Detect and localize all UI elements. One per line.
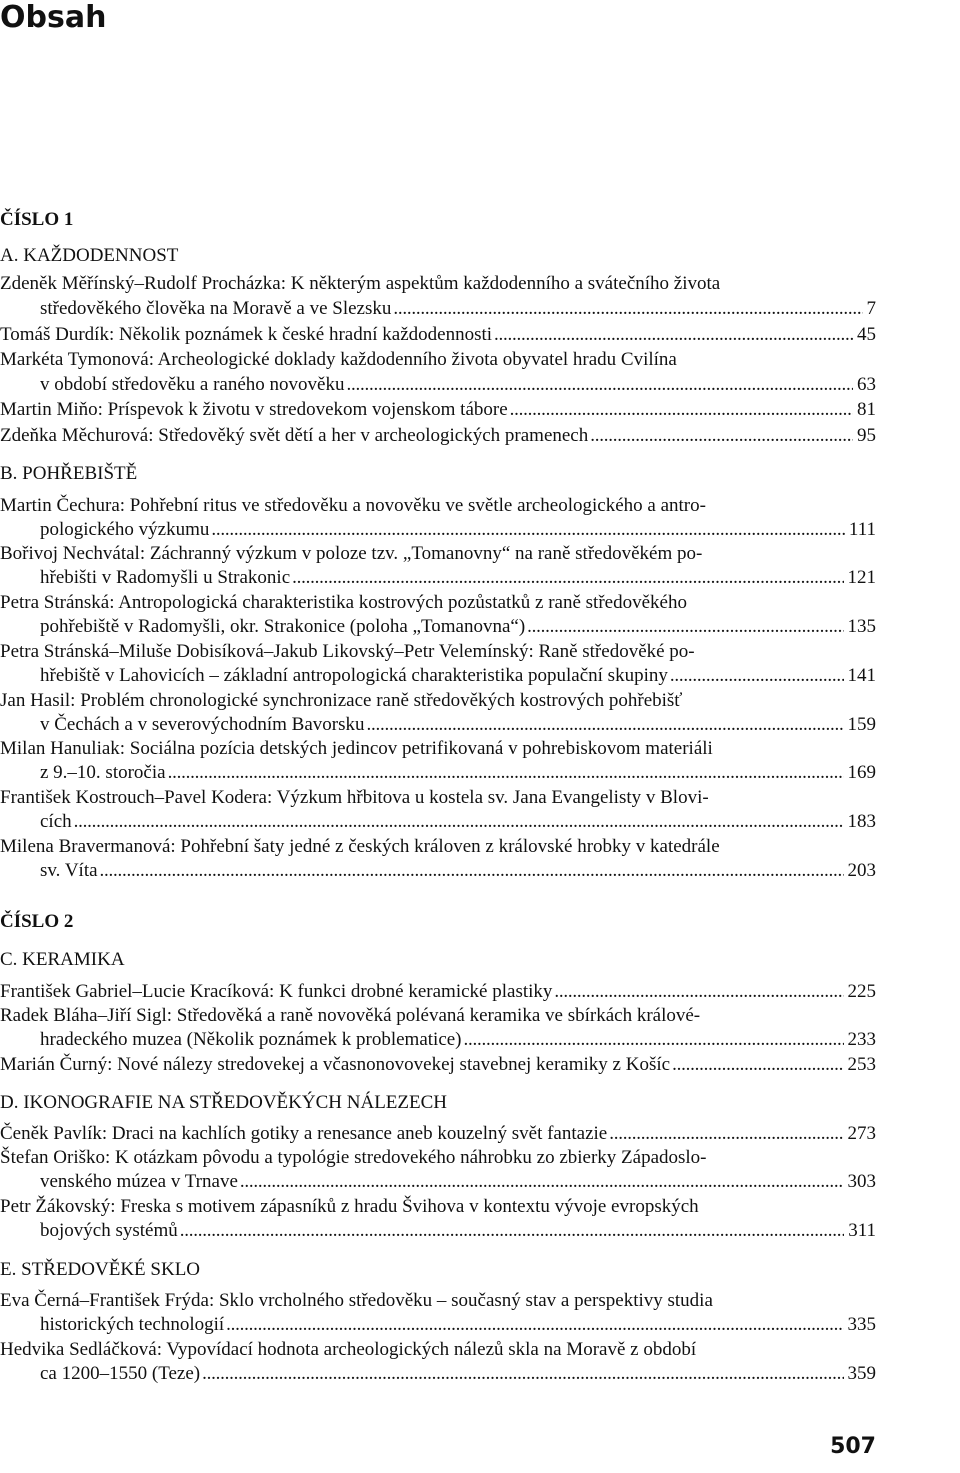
dot-leader — [168, 761, 844, 785]
toc-entry-text: hřebiště v Lahovicích – základní antropologická charakteristika populační skupiny — [40, 665, 668, 686]
dot-leader — [590, 424, 853, 448]
toc-entry-text: Marián Čurný: Nové nálezy stredovekej a včasnonovovekej stavebnej keramiky z Košíc — [0, 1054, 671, 1075]
toc-page-number: 135 — [847, 616, 876, 637]
dot-leader — [180, 1219, 844, 1243]
toc-page-number: 7 — [866, 298, 876, 319]
toc-entry-text: ca 1200–1550 (Teze) — [40, 1363, 201, 1384]
toc-entry — [40, 1028, 876, 1052]
dot-leader — [554, 980, 843, 1004]
toc-entry-text: v období středověku a raného novověku — [40, 374, 345, 395]
dot-leader — [672, 1053, 843, 1077]
toc-entry-text: venského múzea v Trnave — [40, 1171, 238, 1192]
toc-entry-text: v Čechách a v severovýchodním Bavorsku — [40, 714, 365, 735]
dot-leader — [292, 566, 843, 590]
section-heading: E. STŘEDOVĚKÉ SKLO — [0, 1259, 201, 1280]
toc-entry-text: cích — [40, 811, 72, 832]
toc-entry — [40, 1170, 876, 1194]
dot-leader — [609, 1122, 843, 1146]
dot-leader — [464, 1028, 844, 1052]
toc-entry — [40, 373, 876, 397]
toc-entry-text: Čeněk Pavlík: Draci na kachlích gotiky a renesance aneb kouzelný svět fantazie — [0, 1123, 608, 1144]
toc-page-number: 335 — [847, 1314, 876, 1335]
toc-entry-line: Štefan Oriško: K otázkam pôvodu a typológie stredovekého náhrobku zo zbierky Západoslo- — [0, 1147, 707, 1168]
toc-page-number: 121 — [847, 567, 876, 588]
section-heading: B. POHŘEBIŠTĚ — [0, 463, 138, 484]
page-title: Obsah — [0, 0, 107, 35]
toc-entry — [0, 323, 876, 347]
toc-entry-line: Petra Stránská: Antropologická charakteristika kostrových pozůstatků z raně středověkého — [0, 592, 687, 613]
toc-entry-text: pohřebiště v Radomyšli, okr. Strakonice (poloha „Tomanovna“) — [40, 616, 526, 637]
toc-entry — [40, 859, 876, 883]
toc-entry-text: Martin Miňo: Príspevok k životu v stredovekom vojenskom tábore — [0, 399, 508, 420]
dot-leader — [494, 323, 853, 347]
dot-leader — [346, 373, 853, 397]
toc-entry — [40, 566, 876, 590]
section-heading: C. KERAMIKA — [0, 949, 125, 970]
toc-entry-text: František Gabriel–Lucie Kracíková: K funkci drobné keramické plastiky — [0, 981, 553, 1002]
toc-entry-text: historických technologií — [40, 1314, 225, 1335]
dot-leader — [367, 713, 844, 737]
section-heading: D. IKONOGRAFIE NA STŘEDOVĚKÝCH NÁLEZECH — [0, 1092, 448, 1113]
issue-heading: ČÍSLO 1 — [0, 209, 74, 230]
toc-entry — [40, 518, 876, 542]
toc-entry-line: Hedvika Sedláčková: Vypovídací hodnota archeologických nálezů skla na Moravě z období — [0, 1339, 697, 1360]
toc-entry-line: Petr Žákovský: Freska s motivem zápasníků z hradu Švihova v kontextu vývoje evropských — [0, 1196, 699, 1217]
toc-entry — [40, 1313, 876, 1337]
toc-entry — [40, 1362, 876, 1386]
toc-entry-line: Markéta Tymonová: Archeologické doklady každodenního života obyvatel hradu Cvilína — [0, 349, 677, 370]
toc-entry-line: Milena Bravermanová: Pohřební šaty jedné z českých královen z královské hrobky v katedrále — [0, 836, 720, 857]
toc-page-number: 233 — [847, 1029, 876, 1050]
toc-entry — [0, 1053, 876, 1077]
toc-entry-text: Zdeňka Měchurová: Středověký svět dětí a her v archeologických pramenech — [0, 425, 589, 446]
toc-entry — [40, 810, 876, 834]
dot-leader — [211, 518, 845, 542]
toc-entry-line: Martin Čechura: Pohřební ritus ve středověku a novověku ve světle archeologického a antro- — [0, 495, 706, 516]
toc-entry-line: Jan Hasil: Problém chronologické synchronizace raně středověkých kostrových pohřebišť — [0, 690, 683, 711]
toc-entry — [40, 615, 876, 639]
toc-entry-text: hradeckého muzea (Několik poznámek k problematice) — [40, 1029, 462, 1050]
toc-entry-line: Eva Černá–František Frýda: Sklo vrcholného středověku – současný stav a perspektivy studia — [0, 1290, 713, 1311]
toc-entry-line: František Kostrouch–Pavel Kodera: Výzkum hřbitova u kostela sv. Jana Evangelisty v Blovi- — [0, 787, 709, 808]
toc-entry-line: Radek Bláha–Jiří Sigl: Středověká a raně novověká polévaná keramika ve sbírkách králové- — [0, 1005, 701, 1026]
toc-entry-line: Petra Stránská–Miluše Dobisíková–Jakub Likovský–Petr Velemínský: Raně středověké po- — [0, 641, 695, 662]
dot-leader — [100, 859, 844, 883]
dot-leader — [510, 398, 853, 422]
toc-entry-text: pologického výzkumu — [40, 519, 210, 540]
section-heading: A. KAŽDODENNOST — [0, 245, 179, 266]
toc-entry-line: Zdeněk Měřínský–Rudolf Procházka: K některým aspektům každodenního a svátečního života — [0, 273, 721, 294]
dot-leader — [74, 810, 844, 834]
toc-entry — [40, 297, 876, 321]
dot-leader — [670, 664, 844, 688]
toc-page-number: 359 — [847, 1363, 876, 1384]
toc-page-number: 183 — [847, 811, 876, 832]
dot-leader — [240, 1170, 844, 1194]
toc-page-number: 141 — [847, 665, 876, 686]
toc-page-number: 95 — [857, 425, 876, 446]
toc-entry — [40, 713, 876, 737]
toc-page-number: 63 — [857, 374, 876, 395]
toc-page-number: 203 — [847, 860, 876, 881]
page-number: 507 — [830, 1434, 876, 1459]
toc-entry — [0, 980, 876, 1004]
toc-page-number: 111 — [848, 519, 876, 540]
toc-page-number: 253 — [847, 1054, 876, 1075]
toc-entry — [40, 1219, 876, 1243]
dot-leader — [226, 1313, 843, 1337]
toc-entry-text: sv. Víta — [40, 860, 98, 881]
toc-page-number: 311 — [848, 1220, 876, 1241]
toc-entry-text: Tomáš Durdík: Několik poznámek k české hradní každodennosti — [0, 324, 493, 345]
dot-leader — [202, 1362, 843, 1386]
toc-entry — [40, 761, 876, 785]
toc-page-number: 169 — [847, 762, 876, 783]
toc-page-number: 303 — [847, 1171, 876, 1192]
toc-page-number: 225 — [847, 981, 876, 1002]
toc-entry-line: Milan Hanuliak: Sociálna pozícia detských jedincov petrifikovaná v pohrebiskovom materiáli — [0, 738, 713, 759]
toc-entry — [0, 398, 876, 422]
issue-heading: ČÍSLO 2 — [0, 911, 74, 932]
toc-entry-text: z 9.–10. storočia — [40, 762, 166, 783]
toc-entry-line: Bořivoj Nechvátal: Záchranný výzkum v poloze tzv. „Tomanovny“ na raně středověkém po- — [0, 543, 703, 564]
toc-entry — [0, 1122, 876, 1146]
dot-leader — [527, 615, 843, 639]
toc-page-number: 159 — [847, 714, 876, 735]
toc-entry — [40, 664, 876, 688]
toc-page-number: 45 — [857, 324, 876, 345]
toc-entry — [0, 424, 876, 448]
toc-entry-text: středověkého člověka na Moravě a ve Slezsku — [40, 298, 392, 319]
dot-leader — [393, 297, 862, 321]
toc-entry-text: hřebišti v Radomyšli u Strakonic — [40, 567, 291, 588]
toc-page-number: 81 — [857, 399, 876, 420]
toc-page-number: 273 — [847, 1123, 876, 1144]
toc-entry-text: bojových systémů — [40, 1220, 178, 1241]
